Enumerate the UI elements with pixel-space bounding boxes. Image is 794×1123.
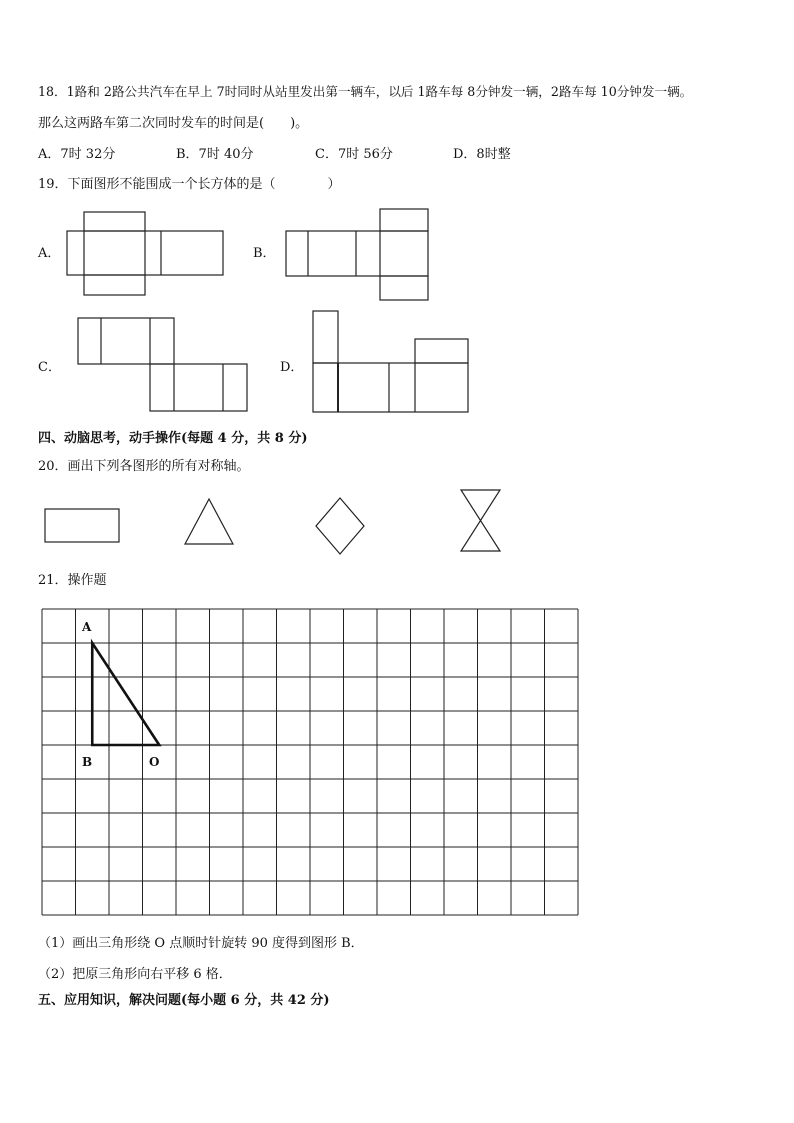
q18-option-a: A．7时 32分 [38, 147, 116, 162]
q19-label-b: B． [253, 246, 276, 261]
q18-option-d: D．8时整 [453, 147, 511, 162]
q19-label-c: C． [38, 360, 61, 375]
section-5-title: 五、应用知识，解决问题(每小题 6 分，共 42 分) [38, 993, 330, 1008]
q18-option-b: B．7时 40分 [176, 147, 254, 162]
q18-option-c: C．7时 56分 [315, 147, 393, 162]
q21-stem: 21．操作题 [38, 573, 107, 588]
point-label-b: B [82, 755, 93, 769]
q19-label-d: D． [280, 360, 304, 375]
triangle-abo [92, 643, 159, 745]
q18-stem: 18．1路和 2路公共汽车在早上 7时同时从站里发出第一辆车，以后 1路车每 8分钟发一辆，2路车每 10分钟发一辆。 [38, 84, 693, 99]
section-4-title: 四、动脑思考，动手操作(每题 4 分，共 8 分) [38, 431, 308, 446]
q20-stem: 20．画出下列各图形的所有对称轴。 [38, 459, 250, 474]
q19-stem: 19．下面图形不能围成一个长方体的是（ ） [38, 177, 341, 192]
point-label-o: O [149, 755, 160, 769]
point-label-a: A [82, 620, 92, 634]
q21-sub2: （2）把原三角形向右平移 6 格． [38, 967, 232, 982]
q19-label-a: A． [38, 246, 61, 261]
q18-stem-line2: 那么这两路车第二次同时发车的时间是( )。 [38, 116, 309, 131]
q21-sub1: （1）画出三角形绕 O 点顺时针旋转 90 度得到图形 B． [38, 936, 364, 951]
